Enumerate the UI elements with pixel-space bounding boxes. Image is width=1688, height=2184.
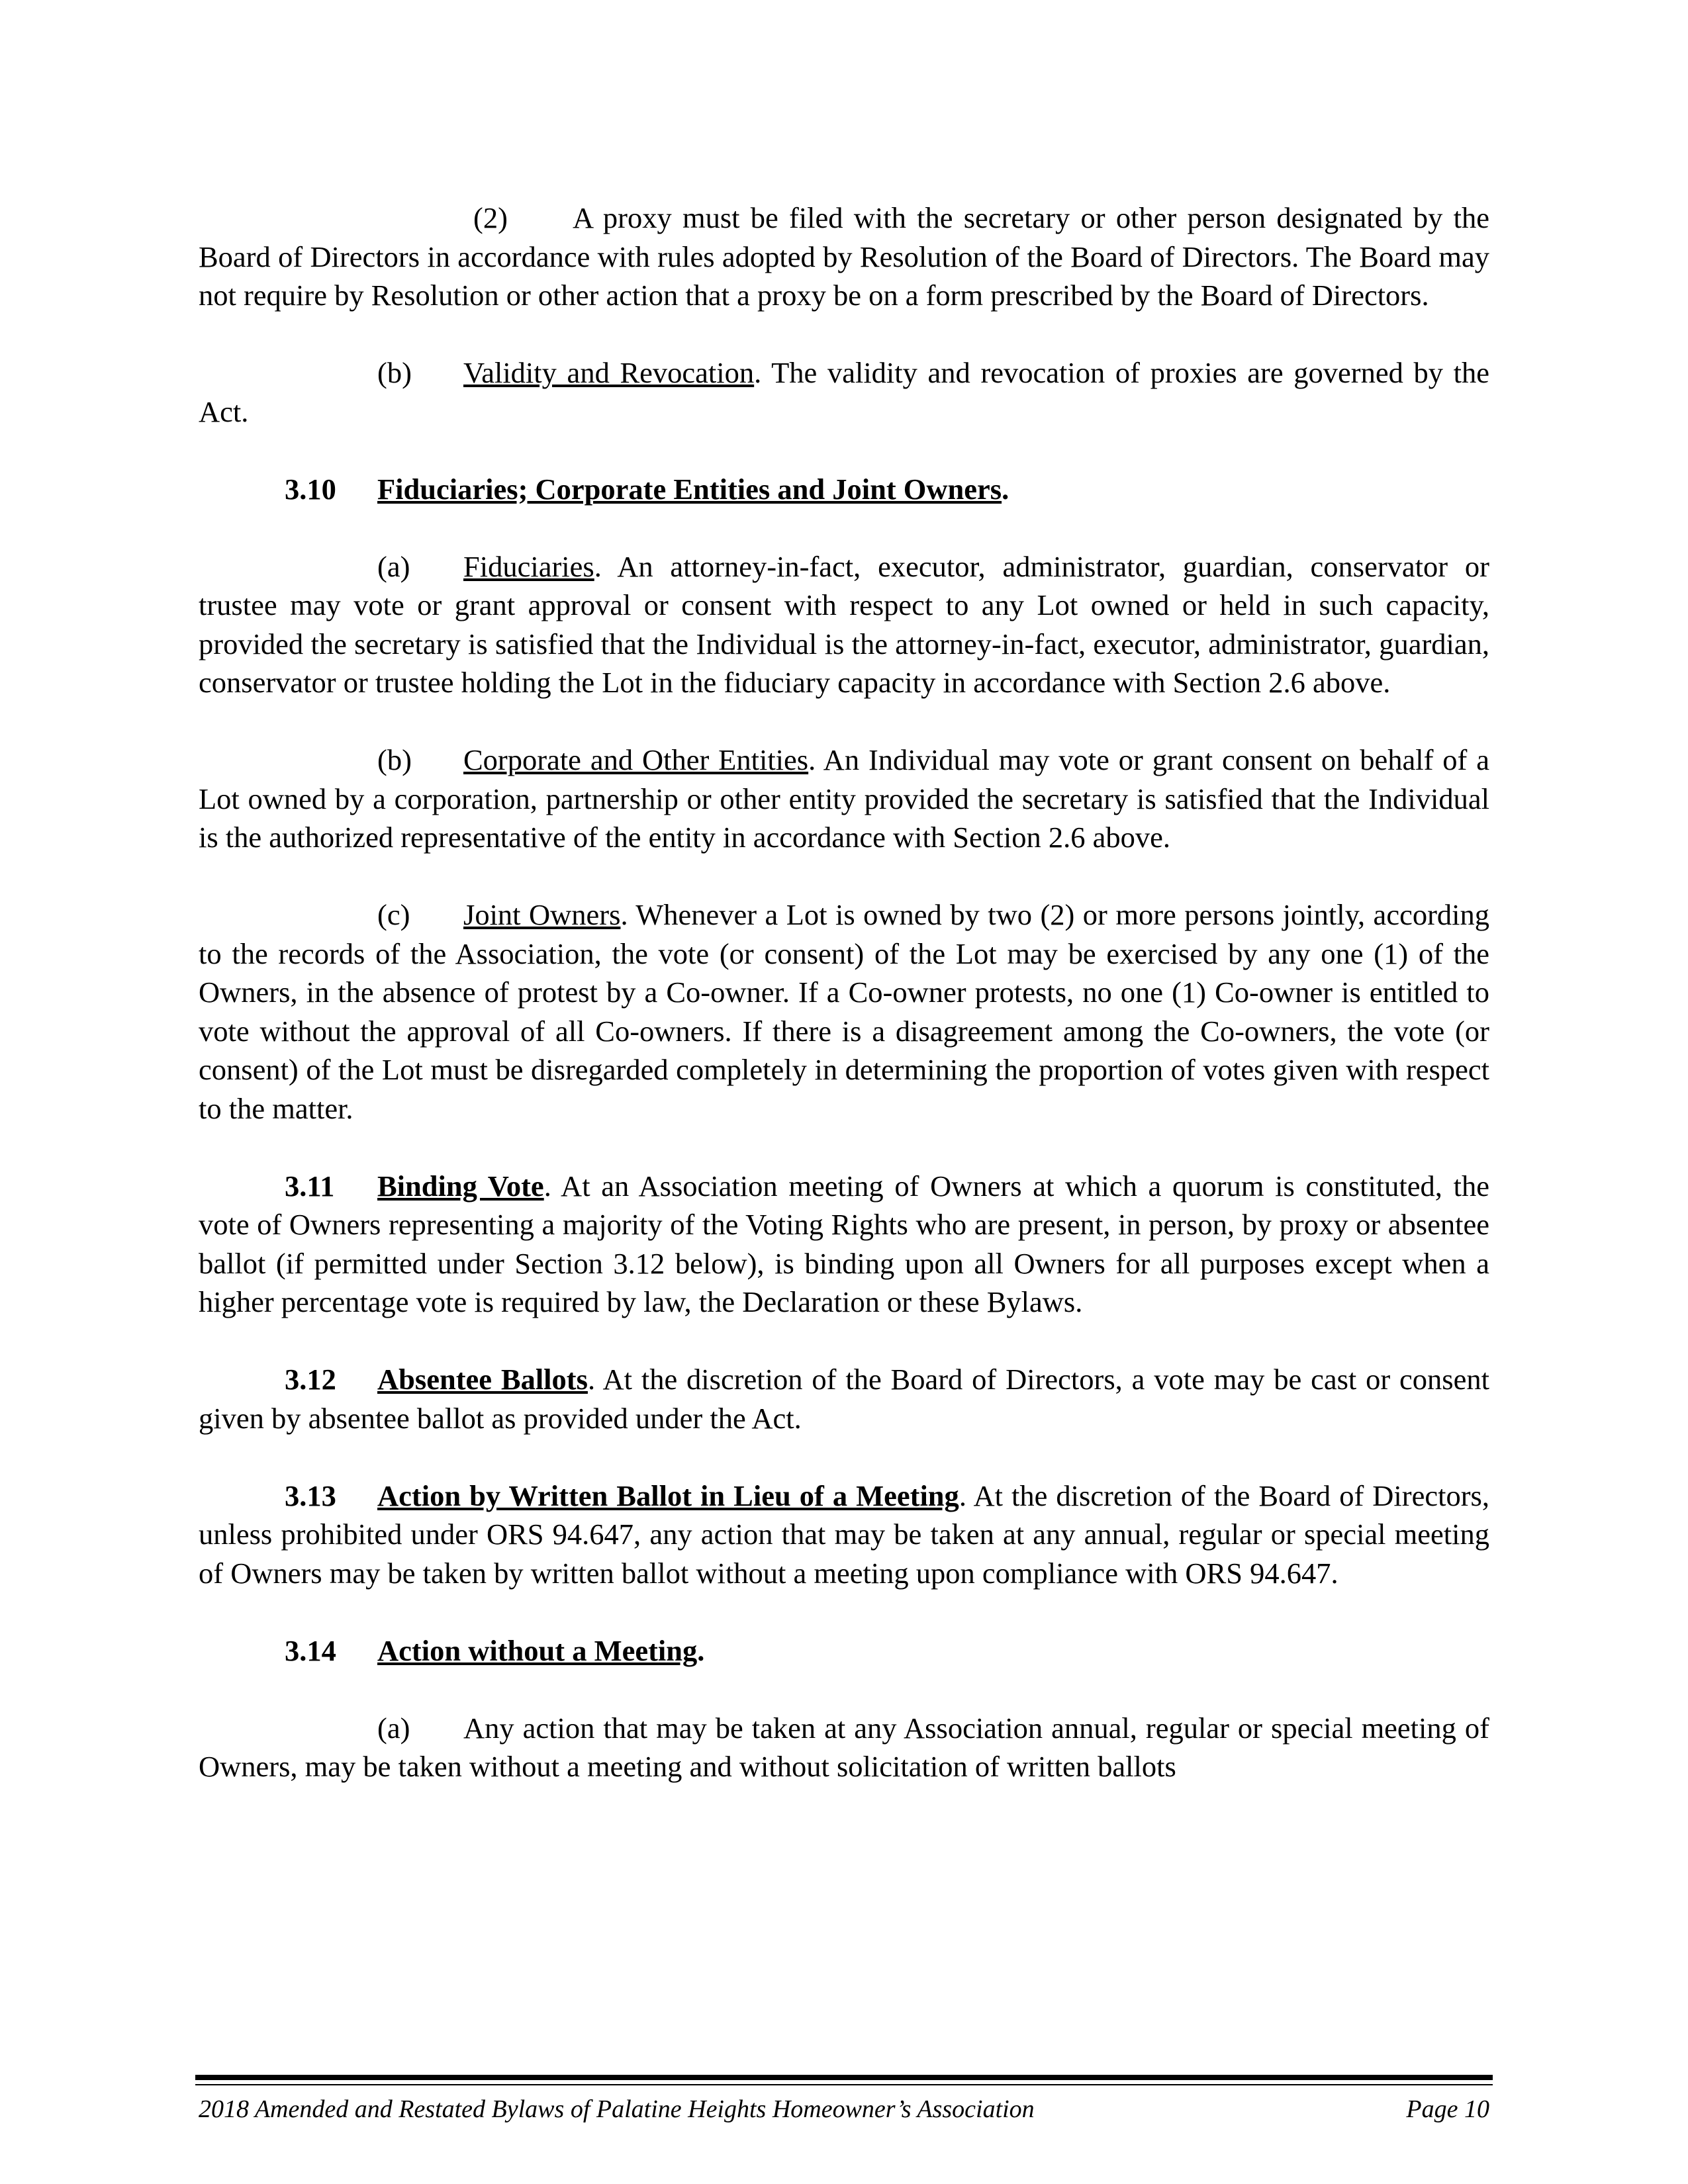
paragraph-marker: (b) [377, 356, 412, 389]
section-text: . At the discretion of the Board of Directors, unless prohibited under ORS 94.647, any action that may be taken at any annual, regular or special meeting of Owners may be taken by written ballot without a meeting upon compliance with ORS 94.647. [199, 1479, 1489, 1590]
action-without-meeting-paragraph [199, 1709, 1489, 1786]
section-3-10-heading [199, 470, 1489, 509]
fiduciaries-paragraph [199, 547, 1489, 702]
section-heading: Fiduciaries; Corporate Entities and Joint Owners [377, 472, 1002, 506]
section-3-11-paragraph [199, 1167, 1489, 1322]
paragraph-text: A proxy must be filed with the secretary or other person designated by the Board of Directors in accordance with rules adopted by Resolution of the Board of Directors. The Board may not require by Resolution or other action that a proxy be on a form prescribed by the Board of Directors. [199, 201, 1489, 312]
paragraph-marker: (a) [377, 549, 410, 583]
section-heading: Action by Written Ballot in Lieu of a Meeting [377, 1479, 959, 1512]
footer-rule-thin [195, 2084, 1493, 2085]
paragraph-marker: (c) [377, 898, 410, 931]
paragraph-marker: (2) [473, 201, 508, 234]
joint-owners-paragraph [199, 895, 1489, 1128]
footer-rule-thick [195, 2075, 1493, 2080]
section-3-13-paragraph [199, 1477, 1489, 1593]
section-heading: Binding Vote [377, 1169, 544, 1203]
paragraph-text: . Whenever a Lot is owned by two (2) or more persons jointly, according to the records of the Association, the vote (or consent) of the Lot may be exercised by any one (1) of the Owners, in the absence of protest by a Co-owner. If a Co-owner protests, no one (1) Co-owner is entitled to vote without the approval of all Co-owners. If there is a disagreement among the Co-owners, the vote (or consent) of the Lot must be disregarded completely in determining the proportion of votes given with respect to the matter. [199, 898, 1489, 1125]
validity-revocation-paragraph [199, 353, 1489, 431]
section-text: . [1002, 472, 1009, 506]
section-number: 3.12 [285, 1363, 336, 1396]
paragraph-heading: Joint Owners [463, 898, 621, 931]
corporate-entities-paragraph [199, 741, 1489, 857]
section-text: . At an Association meeting of Owners at which a quorum is constituted, the vote of Owners representing a majority of the Voting Rights who are present, in person, by proxy or absentee ballot (if permitted under Section 3.12 below), is binding upon all Owners for all purposes except when a higher percentage vote is required by law, the Declaration or these Bylaws. [199, 1169, 1489, 1318]
paragraph-text: Any action that may be taken at any Association annual, regular or special meeting of Owners, may be taken without a meeting and without solicitation of written ballots [199, 1711, 1489, 1783]
section-3-12-paragraph [199, 1360, 1489, 1437]
section-3-14-heading [199, 1631, 1489, 1670]
paragraph-marker: (a) [377, 1711, 410, 1745]
section-number: 3.11 [285, 1169, 335, 1203]
section-text: . At the discretion of the Board of Directors, a vote may be cast or consent given by absentee ballot as provided under the Act. [199, 1363, 1489, 1435]
paragraph-heading: Corporate and Other Entities [463, 743, 809, 776]
section-number: 3.14 [285, 1633, 336, 1667]
footer-title: 2018 Amended and Restated Bylaws of Palatine Heights Homeowner’s Association [199, 2095, 1035, 2123]
paragraph-text: . An Individual may vote or grant consent on behalf of a Lot owned by a corporation, partnership or other entity provided the secretary is satisfied that the Individual is the authorized representative of the entity in accordance with Section 2.6 above. [199, 743, 1489, 854]
proxy-filing-paragraph [199, 199, 1489, 315]
section-text: . [697, 1633, 705, 1667]
section-number: 3.13 [285, 1479, 336, 1512]
paragraph-text: . The validity and revocation of proxies are governed by the Act. [199, 356, 1490, 428]
page-body [199, 199, 1489, 1786]
page-number: Page 10 [1406, 2095, 1489, 2123]
paragraph-marker: (b) [377, 743, 412, 776]
section-heading: Action without a Meeting [377, 1633, 698, 1667]
section-number: 3.10 [285, 472, 336, 506]
page-footer [199, 2093, 1489, 2126]
paragraph-heading: Fiduciaries [463, 549, 594, 583]
paragraph-text: . An attorney-in-fact, executor, administrator, guardian, conservator or trustee may vote or grant approval or consent with respect to any Lot owned or held in such capacity, provided the secretary is satisfied that the Individual is the attorney-in-fact, executor, administrator, guardian, conservator or trustee holding the Lot in the fiduciary capacity in accordance with Section 2.6 above. [199, 549, 1489, 699]
section-heading: Absentee Ballots [377, 1363, 588, 1396]
paragraph-heading: Validity and Revocation [463, 356, 755, 389]
